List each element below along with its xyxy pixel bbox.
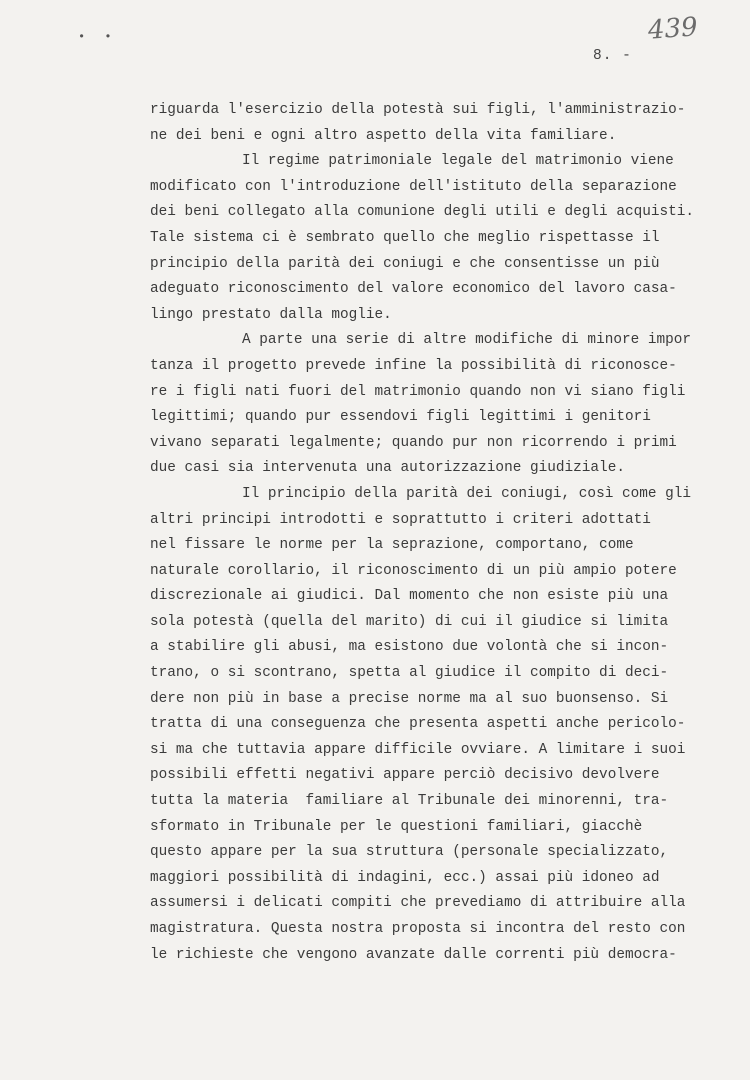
text-line: tanza il progetto prevede infine la possibilità di riconosce- [150, 357, 677, 374]
text-line: legittimi; quando pur essendovi figli legittimi i genitori [150, 409, 651, 426]
text-line: ne dei beni e ogni altro aspetto della vita familiare. [150, 127, 617, 144]
text-line: assumersi i delicati compiti che prevediamo di attribuire alla [150, 895, 686, 912]
text-line: naturale corollario, il riconoscimento di un più ampio potere [150, 562, 677, 579]
text-line: Il principio della parità dei coniugi, così come gli [242, 485, 692, 502]
text-line: A parte una serie di altre modifiche di minore impor [242, 332, 692, 349]
text-line: altri principi introdotti e soprattutto i criteri adottati [150, 511, 651, 528]
corner-marks: • • [78, 30, 118, 44]
text-line: sformato in Tribunale per le questioni familiari, giacchè [150, 818, 643, 835]
text-line: maggiori possibilità di indagini, ecc.) assai più idoneo ad [150, 869, 660, 886]
text-line: nel fissare le norme per la seprazione, comportano, come [150, 537, 634, 554]
text-line: lingo prestato dalla moglie. [150, 306, 392, 323]
text-line: magistratura. Questa nostra proposta si incontra del resto con [150, 921, 686, 937]
text-line: vivano separati legalmente; quando pur non ricorrendo i primi [150, 434, 677, 451]
text-line: riguarda l'esercizio della potestà sui figli, l'amministrazio- [150, 102, 686, 118]
page-number: 8. - [593, 48, 632, 64]
text-line: principio della parità dei coniugi e che consentisse un più [150, 255, 660, 272]
text-line: re i figli nati fuori del matrimonio quando non vi siano figli [150, 383, 686, 400]
text-line: tratta di una conseguenza che presenta aspetti anche pericolo- [150, 716, 686, 733]
text-line: le richieste che vengono avanzate dalle correnti più democra- [150, 946, 677, 963]
text-line: discrezionale ai giudici. Dal momento che non esiste più una [150, 588, 669, 605]
handwritten-page-number: 439 [647, 12, 699, 46]
text-line: dere non più in base a precise norme ma al suo buonsenso. Si [150, 690, 669, 707]
text-line: Tale sistema ci è sembrato quello che meglio rispettasse il [150, 229, 660, 246]
text-line: tutta la materia familiare al Tribunale dei minorenni, tra- [150, 793, 669, 810]
text-line: Il regime patrimoniale legale del matrimonio viene [242, 153, 674, 170]
text-line: modificato con l'introduzione dell'istituto della separazione [150, 178, 677, 195]
text-line: si ma che tuttavia appare difficile ovviare. A limitare i suoi [150, 741, 686, 758]
text-line: possibili effetti negativi appare perciò decisivo devolvere [150, 767, 660, 784]
text-line: adeguato riconoscimento del valore economico del lavoro casa- [150, 281, 677, 298]
text-line: sola potestà (quella del marito) di cui il giudice si limita [150, 613, 669, 630]
text-line: due casi sia intervenuta una autorizzazione giudiziale. [150, 460, 625, 477]
text-line: a stabilire gli abusi, ma esistono due volontà che si incon- [150, 639, 669, 656]
body-text [150, 98, 720, 968]
text-line: questo appare per la sua struttura (personale specializzato, [150, 844, 669, 861]
text-line: trano, o si scontrano, spetta al giudice il compito di deci- [150, 665, 669, 682]
text-line: dei beni collegato alla comunione degli utili e degli acquisti. [150, 204, 695, 221]
